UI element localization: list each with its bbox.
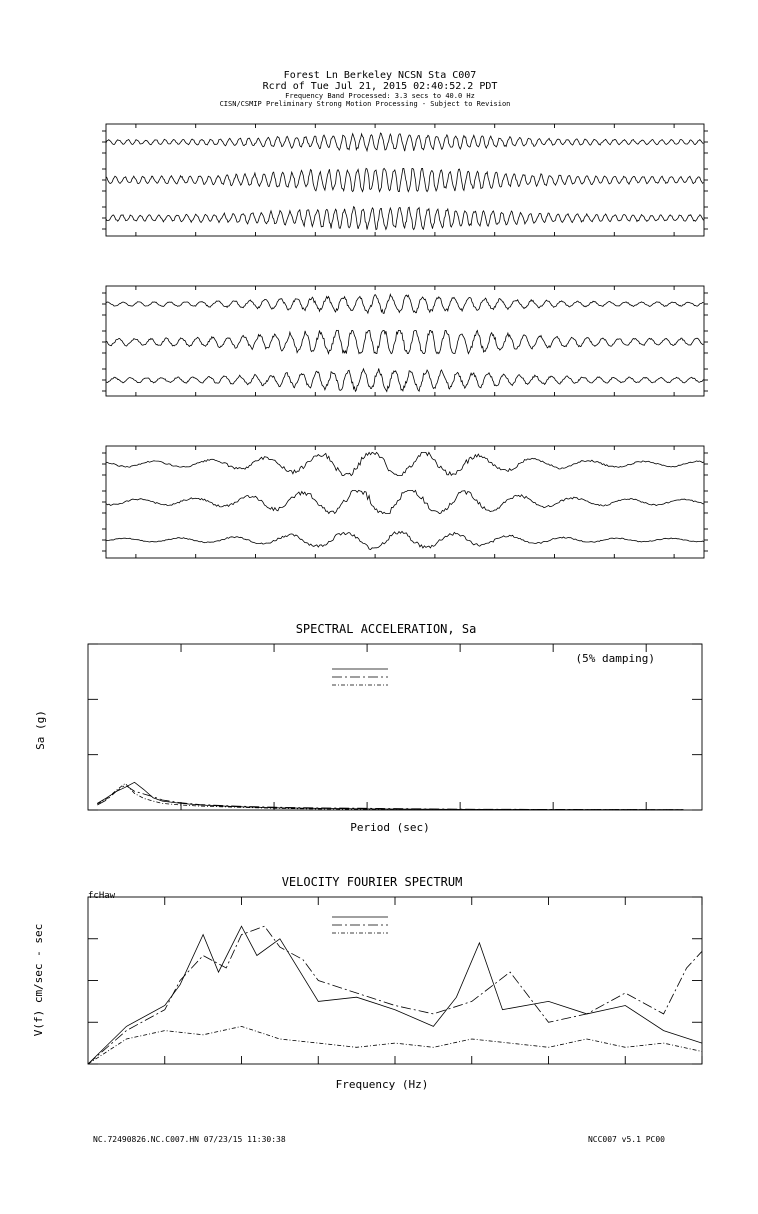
footer-left: NC.72490826.NC.C007.HN 07/23/15 11:30:38 [93,1135,286,1144]
channel-disp-2 [102,529,708,551]
processing-note: CISN/CSMIP Preliminary Strong Motion Processing - Subject to Revision [219,100,511,108]
panel-acc [102,124,708,236]
sa-damping-note: (5% damping) [575,652,655,665]
channel-disp-1 [102,490,708,513]
channel-disp-0 [102,452,708,475]
channel-vel-0 [102,293,708,315]
time-series-panels [102,124,708,558]
sa-title: SPECTRAL ACCELERATION, Sa [295,622,477,636]
waveform-disp-1 [106,490,704,513]
panel-disp [102,446,708,558]
series-line-1 [88,926,702,1064]
waveform-acc-0 [106,133,703,151]
footer-right: NCC007 v5.1 PC00 [587,1135,665,1144]
channel-acc-2 [102,207,708,230]
channel-acc-1 [102,168,708,191]
frequency-band: Frequency Band Processed: 3.3 secs to 40.0 Hz [285,92,475,100]
waveform-vel-2 [106,369,703,392]
panel-frame-vel [106,286,704,396]
waveform-acc-2 [106,207,703,230]
fs-corner-label: fcHaw [88,891,116,901]
channel-vel-2 [102,369,708,392]
record-time: Rcrd of Tue Jul 21, 2015 02:40:52.2 PDT [262,81,498,92]
sa-x-label: Period (sec) [350,821,430,834]
waveform-vel-1 [106,330,703,353]
spectral-acceleration-chart [34,622,702,834]
waveform-acc-1 [106,168,703,191]
fs-y-label: V(f) cm/sec - sec [32,923,45,1037]
panel-vel [102,286,708,396]
waveform-disp-2 [106,531,704,549]
report-footer [93,1135,665,1144]
series-line-2 [97,783,683,809]
channel-acc-0 [102,131,708,153]
panel-frame-acc [106,124,704,236]
sa-y-label: Sa (g) [34,710,47,750]
series-line-1 [97,785,683,810]
report-header [220,70,511,108]
fs-x-label: Frequency (Hz) [335,1078,429,1091]
waveform-vel-0 [106,294,703,313]
waveform-disp-0 [106,452,704,475]
channel-vel-1 [102,330,708,353]
chart-frame [88,644,702,810]
fs-title: VELOCITY FOURIER SPECTRUM [281,875,463,889]
series-line-0 [88,926,702,1064]
station-title: Forest Ln Berkeley NCSN Sta C007 [283,70,477,81]
fourier-spectrum-chart [32,875,702,1091]
